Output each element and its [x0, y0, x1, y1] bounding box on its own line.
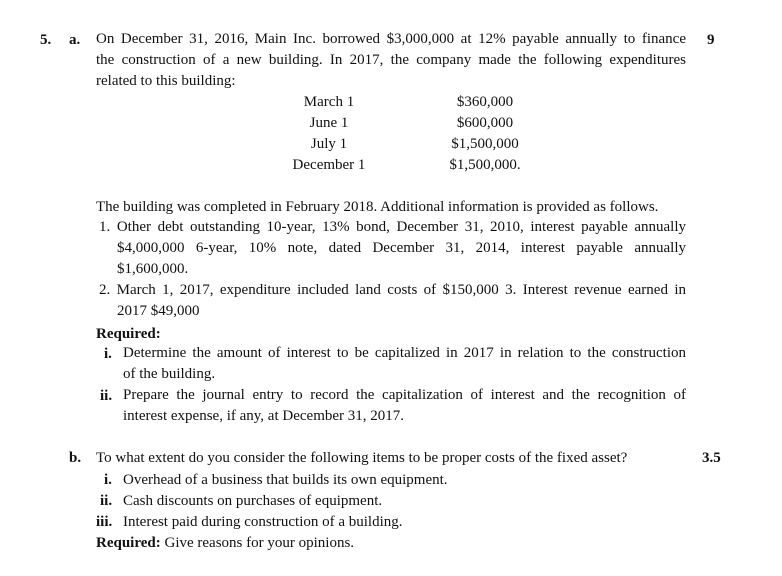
intro-line-1: On December 31, 2016, Main Inc. borrowed $3,000,000 at 12% payable annually to finance [96, 31, 686, 47]
expenditure-amount: $600,000 [456, 115, 514, 131]
question-number: 5. [40, 32, 52, 48]
additional-info-1 [99, 217, 686, 280]
part-a-label: a. [69, 32, 81, 48]
part-b-required-text: Give reasons for your opinions. [164, 535, 355, 551]
info-2-line-2: 2017 $49,000 [117, 303, 200, 319]
part-b-item-number: iii. [96, 514, 113, 530]
req-i-line-2: of the building. [123, 366, 216, 382]
expenditure-amount: $1,500,000. [449, 157, 521, 173]
completion-text: The building was completed in February 2018. Additional information is provided as follows. [96, 199, 659, 215]
info-2-line-1: 2. March 1, 2017, expenditure included land costs of $150,000 3. Interest revenue earned in [99, 282, 686, 298]
part-b-item-text: Cash discounts on purchases of equipment. [123, 493, 383, 509]
part-b-marks: 3.5 [702, 450, 721, 466]
additional-info-2 [99, 280, 686, 322]
intro-line-3: related to this building: [96, 73, 236, 89]
req-i-text [123, 343, 686, 385]
part-b-required-label: Required: [96, 535, 161, 551]
part-b-item-number: i. [104, 472, 112, 488]
req-ii-line-2: interest expense, if any, at December 31, 2017. [123, 408, 405, 424]
expenditure-date: July 1 [310, 136, 348, 152]
intro-line-2: the construction of a new building. In 2017, the company made the following expenditures [96, 52, 686, 68]
req-ii-line-1: Prepare the journal entry to record the capitalization of interest and the recognition of [123, 387, 686, 403]
part-b-item-text: Interest paid during construction of a building. [123, 514, 403, 530]
info-1-line-3: $1,600,000. [117, 261, 189, 277]
part-b-item-number: ii. [100, 493, 113, 509]
info-1-line-1: 1. Other debt outstanding 10-year, 13% bond, December 31, 2010, interest payable annually [99, 219, 686, 235]
expenditure-date: March 1 [303, 94, 355, 110]
req-ii-text [123, 385, 686, 427]
req-ii-number: ii. [100, 388, 113, 404]
info-1-line-2: $4,000,000 6-year, 10% note, dated December 31, 2014, interest payable annually [117, 240, 686, 256]
expenditure-date: December 1 [292, 157, 366, 173]
expenditure-amount: $1,500,000 [451, 136, 519, 152]
part-a-intro [96, 29, 686, 92]
part-b-intro: To what extent do you consider the following items to be proper costs of the fixed asset? [96, 450, 628, 466]
expenditure-amount: $360,000 [456, 94, 514, 110]
part-b-required [96, 534, 354, 552]
req-i-line-1: Determine the amount of interest to be capitalized in 2017 in relation to the construction [123, 345, 686, 361]
part-a-marks: 9 [707, 32, 715, 48]
part-b-item-text: Overhead of a business that builds its own equipment. [123, 472, 448, 488]
part-a-required-label: Required: [96, 326, 161, 342]
part-b-label: b. [69, 450, 82, 466]
expenditure-date: June 1 [309, 115, 349, 131]
req-i-number: i. [104, 346, 112, 362]
